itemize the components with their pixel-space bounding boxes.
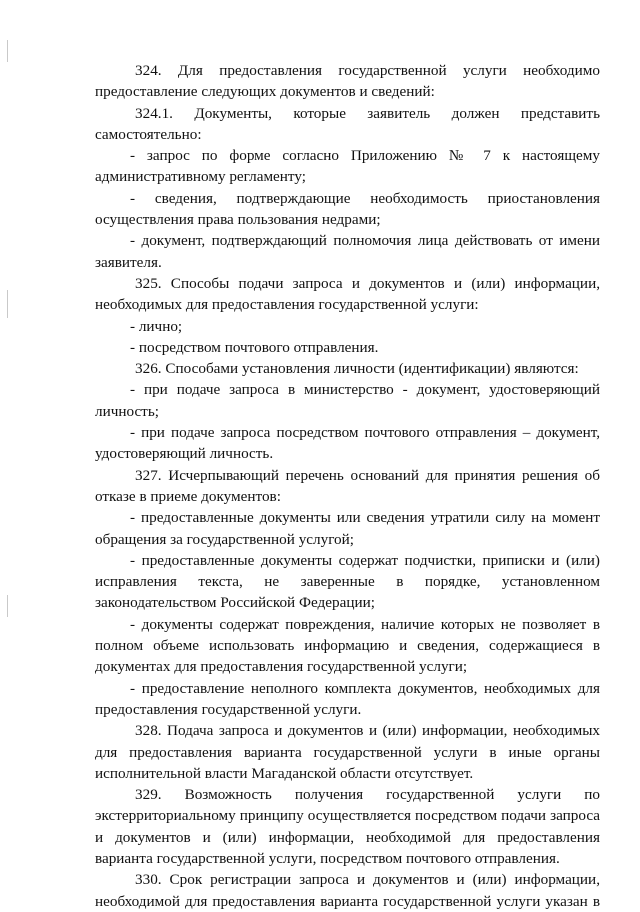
list-item: - предоставление неполного комплекта документов, необходимых для предоставления государственной услуги. [95, 679, 600, 718]
scan-artifact [7, 290, 8, 318]
scan-artifact [7, 40, 8, 62]
paragraph-328: 328. Подача запроса и документов и (или) информации, необходимых для предоставления варианта государственной услуги в иные органы исполнительной власти Магаданской области отсутствует. [95, 722, 600, 782]
list-item: - запрос по форме согласно Приложению № 7 к настоящему административному регламенту; [95, 147, 600, 186]
paragraph-330: 330. Срок регистрации запроса и документов и (или) информации, необходимой для предоставления варианта государственной услуги указан в [95, 871, 600, 910]
scan-artifact [7, 595, 8, 617]
list-item: - посредством почтового отправления. [130, 338, 379, 356]
list-item: - предоставленные документы содержат подчистки, приписки и (или) исправления текста, не заверенные в порядке, установленном законодательством Российской Федерации; [95, 551, 600, 612]
paragraph-327: 327. Исчерпывающий перечень оснований для принятия решения об отказе в приеме документов: [95, 466, 600, 505]
list-item: - предоставленные документы или сведения утратили силу на момент обращения за государственной услугой; [95, 509, 600, 548]
paragraph-324: 324. Для предоставления государственной услуги необходимо предоставление следующих документов и сведений: [95, 62, 600, 101]
document-page [95, 60, 600, 912]
paragraph-326: 326. Способами установления личности (идентификации) являются: [135, 360, 579, 378]
list-item: - при подаче запроса посредством почтового отправления – документ, удостоверяющий личность. [95, 424, 600, 463]
list-item: - при подаче запроса в министерство - документ, удостоверяющий личность; [95, 381, 600, 420]
list-item: - лично; [130, 317, 183, 335]
paragraph-325: 325. Способы подачи запроса и документов и (или) информации, необходимых для предоставления государственной услуги: [95, 274, 600, 314]
paragraph-324-1: 324.1. Документы, которые заявитель должен представить самостоятельно: [95, 104, 600, 143]
list-item: - сведения, подтверждающие необходимость приостановления осуществления права пользования недрами; [95, 189, 600, 229]
list-item: - документ, подтверждающий полномочия лица действовать от имени заявителя. [95, 232, 600, 271]
list-item: - документы содержат повреждения, наличие которых не позволяет в полном объеме использовать информацию и сведения, содержащиеся в документах для предоставления государственной услуги; [95, 615, 600, 676]
paragraph-329: 329. Возможность получения государственной услуги по экстерриториальному принципу осуществляется посредством подачи запроса и документов и (или) информации, необходимой для предоставления варианта государственной услуги, посредством почтового отправления. [95, 786, 600, 867]
